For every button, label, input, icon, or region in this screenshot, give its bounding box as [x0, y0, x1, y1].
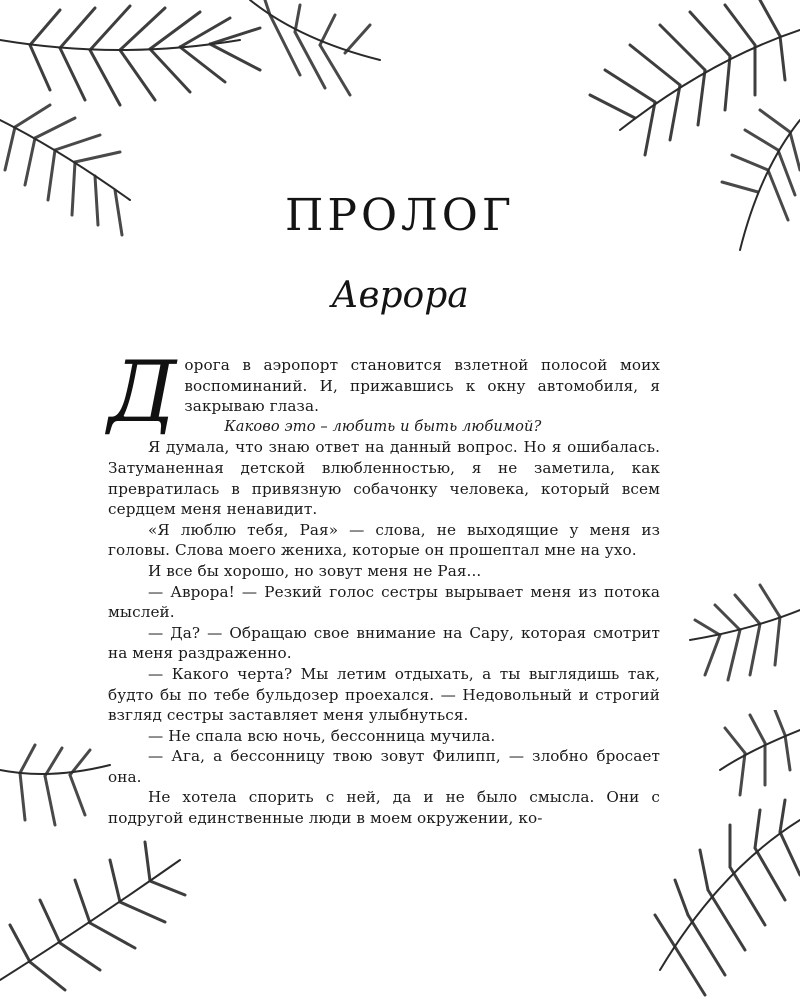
palm-leaf-icon	[0, 740, 120, 840]
palm-leaf-icon	[0, 830, 190, 1000]
paragraph-text: орога в аэропорт становится взлетной полосой моих воспоминаний. И, прижавшись к окну автомобиля, я закрываю глаза.	[184, 356, 660, 416]
paragraph: — Ага, а бессонницу твою зовут Филипп, — злобно бросает она.	[108, 747, 660, 786]
palm-leaf-icon	[0, 0, 400, 290]
paragraph: Каково это – любить и быть любимой?	[224, 417, 542, 435]
palm-leaf-icon	[680, 570, 800, 700]
paragraph: — Да? — Обращаю свое внимание на Сару, которая смотрит на меня раздраженно.	[108, 623, 660, 663]
paragraph: Я думала, что знаю ответ на данный вопрос. Но я ошибалась. Затуманенная детской влюбленностью, я не заметила, как превратилась в привязную собачонку человека, который всем сердцем меня ненавидит.	[108, 438, 660, 519]
drop-cap: Д	[108, 343, 177, 441]
paragraph: «Я люблю тебя, Рая» — слова, не выходящие у меня из головы. Слова моего жениха, которые он прошептал мне на ухо.	[108, 520, 660, 560]
chapter-body	[108, 343, 660, 829]
paragraph: Не хотела спорить с ней, да и не было смысла. Они с подругой единственные люди в моем окружении, ко-	[108, 788, 660, 828]
paragraph: — Какого черта? Мы летим отдыхать, а ты выглядишь так, будто бы по тебе бульдозер проехался. — Недовольный и строгий взгляд сестры заставляет меня улыбнуться.	[108, 664, 660, 725]
paragraph: И все бы хорошо, но зовут меня не Рая...	[148, 561, 482, 580]
chapter-subtitle: Аврора	[331, 275, 469, 316]
paragraph: — Не спала всю ночь, бессонница мучила.	[148, 726, 496, 745]
chapter-title: ПРОЛОГ	[285, 190, 515, 241]
paragraph: — Аврора! — Резкий голос сестры вырывает меня из потока мыслей.	[108, 582, 660, 622]
